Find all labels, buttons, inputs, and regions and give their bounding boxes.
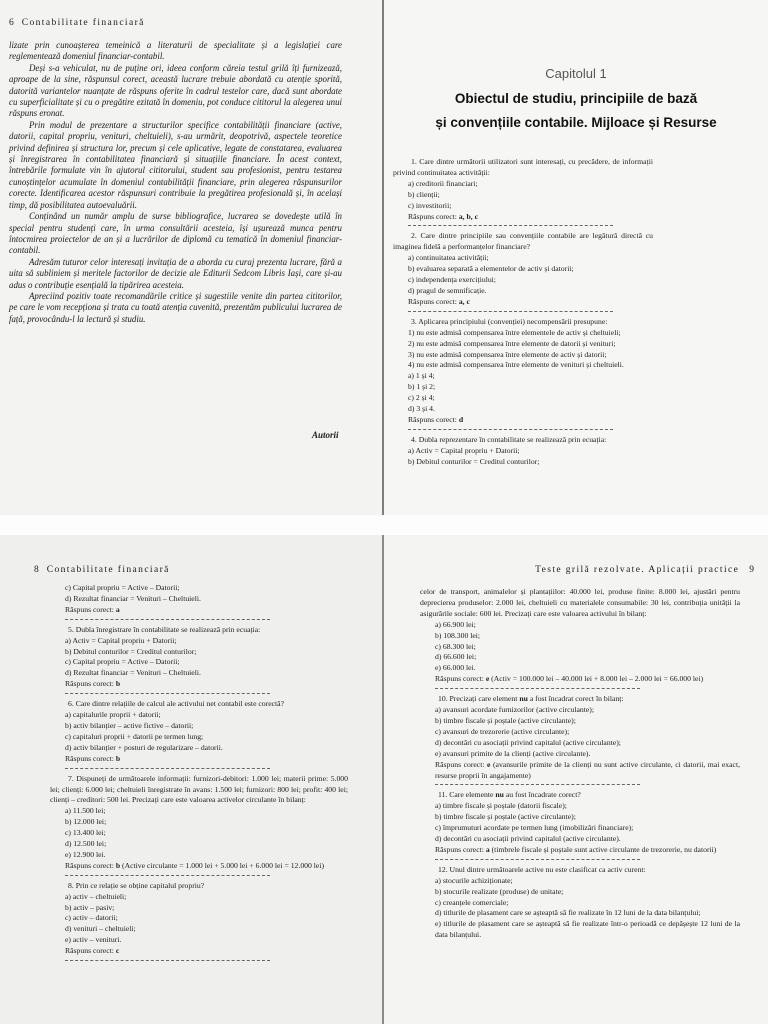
question-separator xyxy=(65,619,270,621)
answer-option: c) investitorii; xyxy=(408,200,452,210)
answer-label: Răspuns corect: xyxy=(408,414,457,424)
answer-option: a) timbre fiscale și poștale (datorii fiscale); xyxy=(435,801,567,811)
correct-answer xyxy=(393,297,653,308)
chapter-heading xyxy=(384,66,768,130)
answer-option: c) creanțele comerciale; xyxy=(435,897,509,907)
question-stem: 7. Dispuneți de următoarele informații: furnizori-debitori: 1.000 lei; materii prime: 5.000 lei; clienți: 6.000 lei; cheltuieli înregistrate în avans: 1.500 lei; furnizori: 800 lei; profit: 400 lei; clienți – creditori: 500 lei. Precizați care este valoarea activelor circulante în bilanț: xyxy=(50,773,348,805)
correct-answer xyxy=(393,415,653,426)
page-8-header xyxy=(34,565,170,575)
question-stem: 6. Care dintre relațiile de calcul ale activului net contabil este corectă? xyxy=(68,699,284,709)
answer-label: Răspuns corect: xyxy=(435,759,485,769)
question-stem-emphasis: nu xyxy=(495,790,504,800)
answer-value: e xyxy=(485,674,490,684)
correct-answer xyxy=(420,674,740,685)
answer-option: c) capitaluri proprii + datorii pe termen lung; xyxy=(65,731,204,741)
answer-value: a, c xyxy=(458,296,470,306)
correct-answer xyxy=(50,679,348,690)
answer-value: c xyxy=(115,946,120,956)
foreword-paragraph: lizate prin cunoașterea temeinică a literaturii de specialitate și a legislației care reglementează domeniul financiar-contabil. xyxy=(9,40,342,62)
question-stem: 5. Dubla înregistrare în contabilitate se realizează prin ecuația: xyxy=(68,624,261,634)
answer-explanation: (avansurile primite de la clienți nu sunt active circulante, ci datorii, mai exact, resurse proprii în angajamente) xyxy=(435,759,740,780)
question-block xyxy=(50,583,348,966)
answer-option: a) continuitatea activității; xyxy=(408,253,489,263)
question-separator xyxy=(435,784,640,786)
book-spine-bottom xyxy=(382,535,384,1024)
answer-option: d) Rezultat financiar = Venituri – Cheltuieli. xyxy=(65,668,201,678)
answer-option: d) 12.500 lei; xyxy=(65,839,107,849)
question-stem xyxy=(420,694,740,705)
question-block xyxy=(393,157,653,468)
question-stem-text: 10. Precizați care element xyxy=(438,694,518,704)
question-separator xyxy=(65,960,270,962)
answer-option: d) decontări cu asociații privind capitalul (active circulante). xyxy=(435,834,621,844)
question-separator xyxy=(435,859,640,861)
question-separator xyxy=(408,311,613,313)
question-continued-text: celor de transport, animalelor și plantațiilor: 40.000 lei, produse finite: 8.000 lei, ajustări pentru deprecierea produselor: 2.000 lei, cheltuieli cu materialele consumabile: 30 lei, contribuția unității la asigurările sociale: 600 lei. Precizați care este valoarea activului în bilanț: xyxy=(420,587,740,618)
answer-option: e) 12.900 lei. xyxy=(65,849,106,859)
answer-option: c) activ – datorii; xyxy=(65,913,118,923)
page-8 xyxy=(0,535,382,1024)
correct-answer xyxy=(420,845,740,856)
foreword-paragraph: Deși s-a vehiculat, nu de puține ori, ideea conform căreia testul grilă îți furnizează, aproape de la sine, răspunsul corect, această lucrare trebuie abordată cu atenție sporită, datorită variantelor nuanțate de răspuns oferite în cadrul testelor care, dacă sunt abordate cu superficialitate și cu o pregătire ezitată în domeniu, pot conduce cititorul la alegerea unui răspuns eronat. xyxy=(9,62,342,119)
question-stem-text: a fost încadrat corect în bilanț: xyxy=(529,694,624,704)
question-stem-text: 11. Care elemente xyxy=(438,790,494,800)
question-separator xyxy=(65,875,270,877)
question-stem: 2. Care dintre principiile sau convențiile contabile are legătură directă cu imaginea fidelă a performanțelor financiare? xyxy=(393,231,653,252)
answer-label: Răspuns corect: xyxy=(65,604,114,614)
answer-value: b xyxy=(115,753,121,763)
correct-answer xyxy=(393,212,653,223)
page-6-header xyxy=(9,18,145,28)
question-stem: 3. Aplicarea principiului (convenției) necompensării presupune: xyxy=(411,316,608,326)
chapter-title-line-2: și convențiile contabile. Mijloace și Resurse xyxy=(435,115,717,130)
question-separator xyxy=(65,768,270,770)
page-9-header xyxy=(535,565,754,575)
answer-label: Răspuns corect: xyxy=(408,296,457,306)
foreword-paragraph: Apreciind pozitiv toate recomandările critice și sugestiile venite din partea cititorilor, pe care le vom recepționa și trata cu toată atenția cuvenită, prezentăm publicului lucrarea de față, provocându-l la lectură și studiu. xyxy=(9,290,342,324)
answer-option: b) timbre fiscale și poștale (active circulante); xyxy=(435,812,576,822)
answer-option: a) creditorii financiari; xyxy=(408,178,478,188)
answer-value: e xyxy=(487,759,491,769)
answer-option: 1) nu este admisă compensarea între elementele de activ și cheltuieli; xyxy=(408,327,621,337)
answer-option: c) 2 și 4; xyxy=(408,393,435,403)
answer-option: d) 3 și 4. xyxy=(408,404,435,414)
correct-answer xyxy=(50,754,348,765)
answer-label: Răspuns corect: xyxy=(65,946,114,956)
answer-option: c) 13.400 lei; xyxy=(65,828,106,838)
answer-option: a) activ – cheltuieli; xyxy=(65,891,127,901)
question-stem-text: au fost încadrate corect? xyxy=(505,790,581,800)
answer-option: d) venituri – cheltuieli; xyxy=(65,924,136,934)
answer-option: a) avansuri acordate furnizorilor (active circulante); xyxy=(435,705,595,715)
answer-option: d) Rezultat financiar = Venituri – Cheltuieli. xyxy=(65,593,201,603)
answer-option: a) capitalurile proprii + datorii; xyxy=(65,710,161,720)
answer-explanation: (timbrele fiscale și poștale sunt active circulante de trezorerie, nu datorii) xyxy=(491,844,717,854)
answer-option: b) Debitul conturilor = Creditul conturilor; xyxy=(408,456,540,466)
answer-option: 2) nu este admisă compensarea între elemente de datorii și venituri; xyxy=(408,338,616,348)
answer-option: a) 11.500 lei; xyxy=(65,806,106,816)
foreword-paragraph: Conținând un număr amplu de surse bibliografice, lucrarea se dovedește utilă în special pentru studenți care, în urma consultării acesteia, își ușurează munca pentru întocmirea proiectelor de an și a lucrărilor de diplomă cu tematică în domeniul financiar-contabil. xyxy=(9,211,342,256)
answer-option: b) Debitul conturilor = Creditul conturilor; xyxy=(65,646,197,656)
answer-option: b) timbre fiscale și poștale (active circulante); xyxy=(435,715,576,725)
chapter-label: Capitolul 1 xyxy=(545,66,607,81)
question-stem-emphasis: nu xyxy=(519,694,528,704)
answer-option: 4) nu este admisă compensarea între elemente de venituri și cheltuieli. xyxy=(408,360,624,370)
answer-value: a xyxy=(485,844,490,854)
answer-label: Răspuns corect: xyxy=(435,674,484,684)
correct-answer xyxy=(50,861,348,872)
answer-option: a) stocurile achiziționate; xyxy=(435,875,513,885)
running-title: Contabilitate financiară xyxy=(21,18,145,28)
answer-value: b xyxy=(115,860,121,870)
answer-label: Răspuns corect: xyxy=(408,211,457,221)
answer-option: d) titlurile de plasament care se așteaptă să fie realizate în 12 luni de la data bilanțului; xyxy=(435,908,701,918)
answer-option: c) 68.300 lei; xyxy=(435,641,476,651)
question-separator xyxy=(408,225,613,227)
answer-option: b) 108.300 lei; xyxy=(435,630,481,640)
answer-option: b) activ bilanțier – active fictive – datorii; xyxy=(65,720,194,730)
question-stem: 4. Dubla reprezentare în contabilitate se realizează prin ecuația: xyxy=(411,434,607,444)
answer-option: e) avansuri primite de la clienți (active circulante). xyxy=(435,748,591,758)
answer-option: b) evaluarea separată a elementelor de activ și datorii; xyxy=(408,264,574,274)
foreword-text xyxy=(9,40,342,325)
answer-value: a, b, c xyxy=(458,211,479,221)
answer-label: Răspuns corect: xyxy=(65,860,114,870)
answer-option: c) independența exercițiului; xyxy=(408,275,496,285)
question-stem: 12. Unul dintre următoarele active nu este clasificat ca activ curent: xyxy=(438,864,646,874)
answer-label: Răspuns corect: xyxy=(435,844,484,854)
question-separator xyxy=(408,429,613,431)
answer-value: d xyxy=(458,414,464,424)
answer-option: 3) nu este admisă compensarea între elemente de activ și datorii; xyxy=(408,349,607,359)
answer-label: Răspuns corect: xyxy=(65,679,114,689)
answer-option: d) pragul de semnificație. xyxy=(408,285,487,295)
answer-option: e) activ – venituri. xyxy=(65,935,122,945)
answer-option: e) 66.000 lei. xyxy=(435,663,476,673)
answer-option: c) Capital propriu = Active – Datorii; xyxy=(65,583,180,592)
page-number: 6 xyxy=(9,18,14,28)
page-7 xyxy=(384,0,768,515)
page-number: 8 xyxy=(34,565,39,575)
answer-option: b) stocurile realizate (produse) de unitate; xyxy=(435,886,564,896)
answer-option: d) decontări cu asociații privind capitalul (active circulante); xyxy=(435,737,621,747)
answer-option: d) activ bilanțier + posturi de regularizare – datorii. xyxy=(65,742,223,752)
question-separator xyxy=(65,693,270,695)
answer-option: a) Activ = Capital propriu + Datorii; xyxy=(408,445,520,455)
answer-label: Răspuns corect: xyxy=(65,753,114,763)
chapter-title-line-1: Obiectul de studiu, principiile de bază xyxy=(454,91,698,106)
answer-option: a) 66.900 lei; xyxy=(435,619,476,629)
answer-option: b) clienții; xyxy=(408,189,440,199)
book-spine-top xyxy=(382,0,384,515)
answer-option: a) Activ = Capital propriu + Datorii; xyxy=(65,635,177,645)
foreword-paragraph: Prin modul de prezentare a structurilor specifice contabilității financiare (active, datorii, capital propriu, venituri, cheltuieli), s-au urmărit, deopotrivă, aspectele teoretice privind definirea și structura lor, precum și cele aplicative, legate de constatarea, evaluarea și înregistrarea în contabilitatea financiară și situațiile financiare. În acest context, întrebările formulate vin în ajutorul cititorului, student sau profesionist, pentru testarea cunoștințelor acumulate în domeniul contabilității financiare, prin alegerea răspunsurilor corecte. Identificarea acestor răspunsuri contribuie la pregătirea profesională și, în același timp, dă posibilitatea autoevaluării. xyxy=(9,119,342,210)
question-block xyxy=(420,587,740,941)
answer-value: a xyxy=(115,604,120,614)
correct-answer xyxy=(420,760,740,782)
correct-answer xyxy=(50,605,348,616)
answer-option: c) avansuri de trezorerie (active circulante); xyxy=(435,726,570,736)
answer-option: b) 12.000 lei; xyxy=(65,817,107,827)
author-signature: Autorii xyxy=(312,430,339,440)
running-title: Teste grilă rezolvate. Aplicații practice xyxy=(535,565,740,575)
correct-answer xyxy=(50,946,348,957)
answer-value: b xyxy=(115,679,121,689)
page-9 xyxy=(384,535,768,1024)
question-stem xyxy=(420,790,740,801)
page-6 xyxy=(0,0,382,515)
question-stem: 8. Prin ce relație se obține capitalul propriu? xyxy=(68,880,205,890)
answer-option: a) 1 și 4; xyxy=(408,371,435,381)
page-number: 9 xyxy=(749,565,754,575)
answer-option: c) Capital propriu = Active – Datorii; xyxy=(65,657,180,667)
running-title: Contabilitate financiară xyxy=(46,565,170,575)
question-separator xyxy=(435,688,640,690)
answer-option: d) 66.600 lei; xyxy=(435,652,477,662)
question-stem: 1. Care dintre următorii utilizatori sunt interesați, cu precădere, de informații privind continuitatea activității: xyxy=(393,157,653,177)
answer-option: e) titlurile de plasament care se așteaptă să fie realizate într-o perioadă ce depășește 12 luni de la data bilanțului. xyxy=(435,919,740,940)
answer-option: b) 1 și 2; xyxy=(408,382,436,392)
answer-option: b) activ – pasiv; xyxy=(65,902,115,912)
answer-explanation: (Active circulante = 1.000 lei + 5.000 lei + 6.000 lei = 12.000 lei) xyxy=(122,860,325,870)
answer-option: c) împrumuturi acordate pe termen lung (imobilizări financiare); xyxy=(435,823,634,833)
page-spread-gap xyxy=(0,515,768,535)
foreword-paragraph: Adresăm tuturor celor interesați invitația de a aborda cu curaj prezenta lucrare, fără a uita să subliniem și meritele factorilor de decizie ale Editurii Sedcom Libris Iași, care și-au adus o contribuție esențială la tipărirea acesteia. xyxy=(9,256,342,290)
answer-explanation: (Activ = 100.000 lei – 40.000 lei + 8.000 lei – 2.000 lei = 66.000 lei) xyxy=(491,674,704,684)
